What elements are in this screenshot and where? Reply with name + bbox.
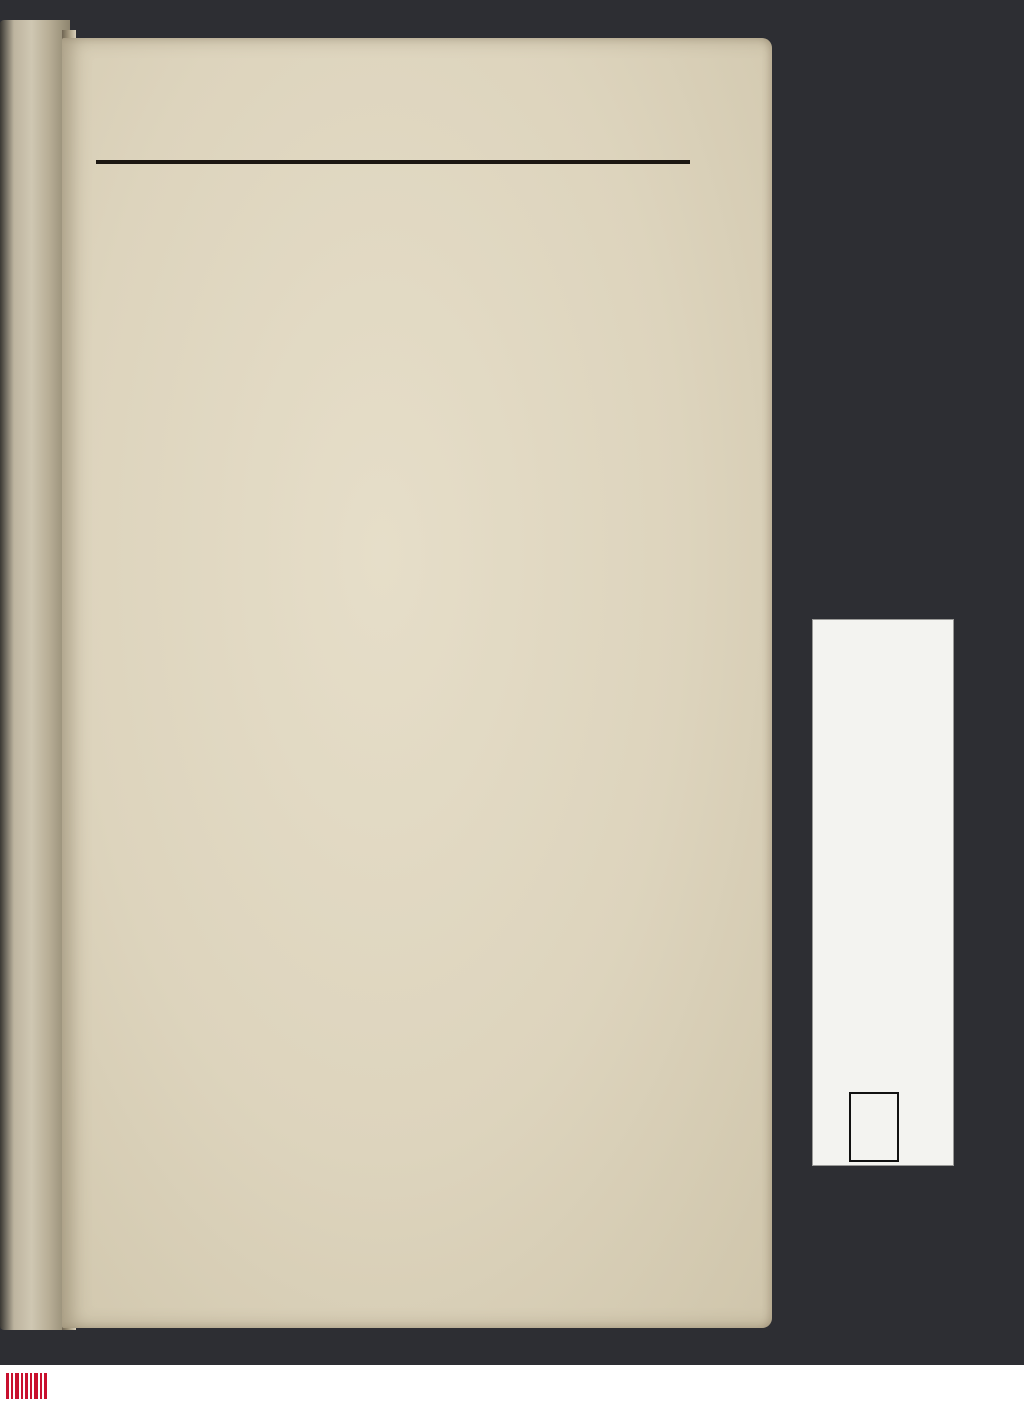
running-header <box>92 118 692 158</box>
swatch-mid <box>851 1116 897 1138</box>
footer-bar <box>0 1365 1024 1405</box>
ruler <box>819 634 889 1014</box>
swatch-light <box>851 1138 897 1160</box>
color-scale-card <box>812 619 954 1166</box>
gray-scale-label <box>863 960 893 1090</box>
swatch-dark <box>851 1094 897 1116</box>
gray-swatches <box>849 1092 899 1162</box>
header-rule <box>96 160 690 164</box>
institution-name <box>903 634 943 1154</box>
left-page-stack <box>0 20 70 1330</box>
book-page <box>62 38 772 1328</box>
page-text <box>92 118 692 186</box>
barcode-icon <box>6 1373 50 1399</box>
